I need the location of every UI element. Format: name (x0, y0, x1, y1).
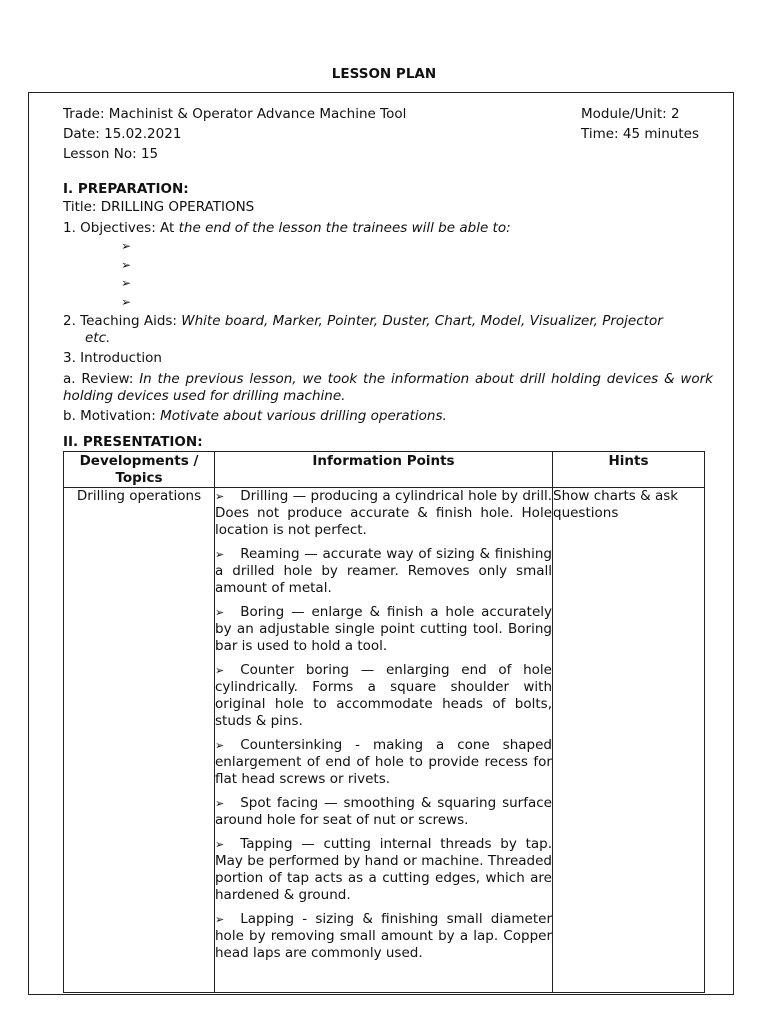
review-text: In the previous lesson, we took the information about drill holding devices & work holding devices used for drilling machine. (63, 371, 713, 404)
point-text: Lapping - sizing & finishing small diameter hole by removing small amount by a lap. Copper head laps are commonly used. (215, 911, 552, 961)
bullet-icon: ➢ (215, 913, 225, 926)
information-point (215, 662, 552, 730)
information-point (215, 911, 552, 962)
page-title: LESSON PLAN (331, 66, 437, 82)
point-text: Tapping — cutting internal threads by tap. May be performed by hand or machine. Threaded portion of tap acts as a cutting edges, which are hardened & ground. (215, 836, 552, 903)
presentation-heading: II. PRESENTATION: (63, 434, 203, 450)
hints-cell: Show charts & ask questions (553, 488, 705, 993)
information-point (215, 836, 552, 904)
preparation-heading: I. PREPARATION: (63, 181, 189, 197)
motivation-text: Motivate about various drilling operations. (160, 408, 447, 424)
review-paragraph (63, 371, 713, 405)
objectives-text: the end of the lesson the trainees will be able to: (178, 220, 511, 236)
bullet-icon: ➢ (215, 606, 225, 619)
lesson-no-line: Lesson No: 15 (63, 146, 159, 162)
bullet-icon: ➢ (215, 797, 225, 810)
point-text: Reaming — accurate way of sizing & finishing a drilled hole by reamer. Removes only small amount of metal. (215, 546, 552, 596)
teaching-aids-text: White board, Marker, Pointer, Duster, Chart, Model, Visualizer, Projector (181, 313, 663, 329)
bullet-icon: ➢ (215, 838, 225, 851)
information-point (215, 795, 552, 829)
point-text: Counter boring — enlarging end of hole cylindrically. Forms a square shoulder with original hole to accommodate heads of bolts, studs & pins. (215, 662, 552, 729)
objective-bullet-2: ➢ (121, 258, 132, 272)
bullet-icon: ➢ (215, 664, 225, 677)
point-text: Countersinking - making a cone shaped enlargement of end of hole to provide recess for flat head screws or rivets. (215, 737, 552, 787)
date-line: Date: 15.02.2021 (63, 126, 182, 142)
information-point (215, 546, 552, 597)
module-line: Module/Unit: 2 (581, 106, 680, 122)
teaching-aids-label: 2. Teaching Aids: (63, 313, 182, 329)
objectives-label: 1. Objectives: At (63, 220, 179, 236)
trade-line: Trade: Machinist & Operator Advance Machine Tool (63, 106, 407, 122)
topic-cell: Drilling operations (64, 488, 215, 993)
presentation-table (63, 451, 705, 993)
objectives-line (63, 220, 511, 236)
bullet-icon: ➢ (215, 548, 225, 561)
objective-bullet-4: ➢ (121, 295, 132, 309)
information-point (215, 488, 552, 539)
time-line: Time: 45 minutes (581, 126, 699, 142)
column-header-information: Information Points (215, 452, 553, 488)
teaching-aids-cont: etc. (85, 330, 111, 346)
bullet-icon: ➢ (215, 490, 225, 503)
table-header-row (64, 452, 705, 488)
lesson-title: Title: DRILLING OPERATIONS (63, 199, 255, 215)
point-text: Drilling — producing a cylindrical hole by drill. Does not produce accurate & finish hole. Hole location is not perfect. (215, 488, 552, 538)
bullet-icon: ➢ (215, 739, 225, 752)
information-point (215, 604, 552, 655)
teaching-aids-line (63, 313, 663, 329)
table-row (64, 488, 705, 993)
objective-bullet-1: ➢ (121, 239, 132, 253)
column-header-topics: Developments / Topics (64, 452, 215, 488)
motivation-label: b. Motivation: (63, 408, 161, 424)
information-cell (215, 488, 553, 993)
review-label: a. Review: (63, 371, 140, 387)
objective-bullet-3: ➢ (121, 276, 132, 290)
introduction-line: 3. Introduction (63, 350, 162, 366)
information-point (215, 737, 552, 788)
point-text: Boring — enlarge & finish a hole accurately by an adjustable single point cutting tool. Boring bar is used to hold a tool. (215, 604, 552, 654)
motivation-line (63, 408, 447, 424)
column-header-hints: Hints (553, 452, 705, 488)
point-text: Spot facing — smoothing & squaring surface around hole for seat of nut or screws. (215, 795, 552, 828)
lesson-plan-frame (28, 92, 734, 995)
